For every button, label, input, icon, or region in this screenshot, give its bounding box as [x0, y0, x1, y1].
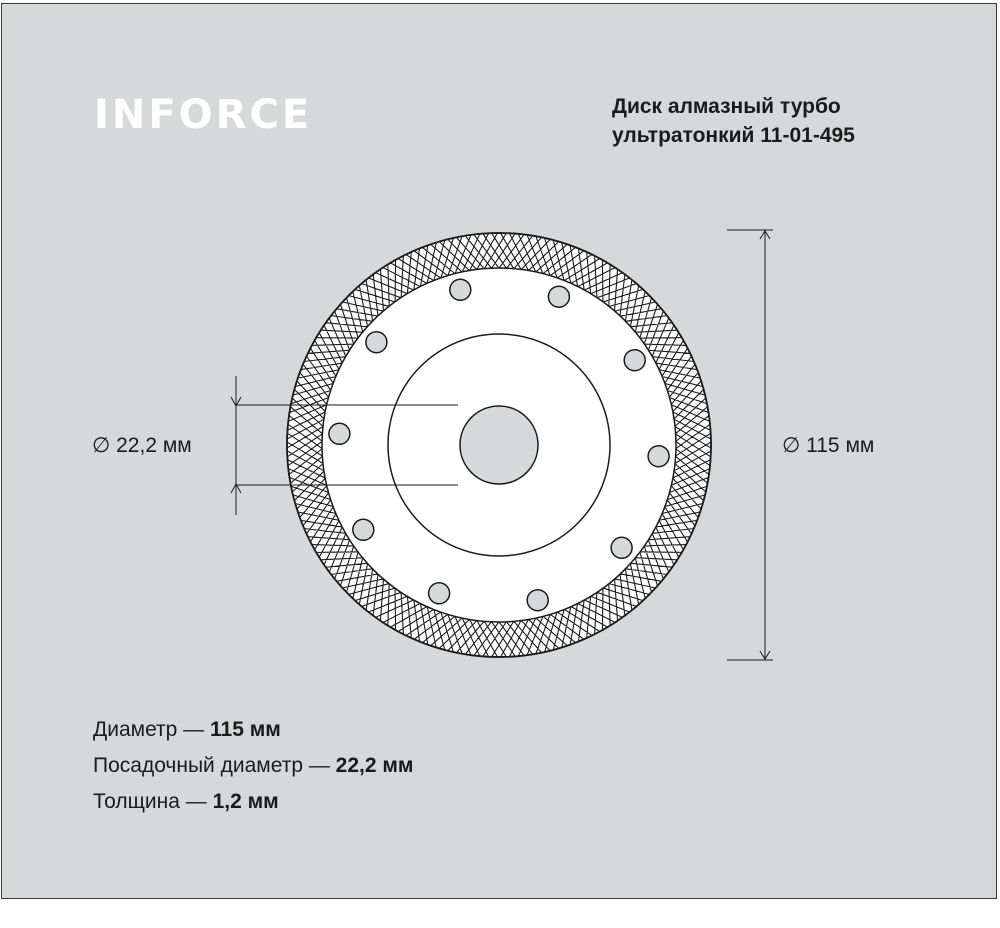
cooling-hole: [329, 423, 350, 444]
cooling-hole: [450, 279, 471, 300]
cooling-hole: [429, 583, 450, 604]
diamond-turbo-disc-icon: [283, 229, 715, 661]
spec-value: 115 мм: [210, 718, 281, 741]
cooling-hole: [624, 350, 645, 371]
spec-bore: [93, 748, 413, 784]
cooling-hole: [353, 519, 374, 540]
bore-diameter-label: ∅ 22,2 мм: [92, 434, 192, 457]
cooling-hole: [527, 590, 548, 611]
arbor-bore: [460, 406, 538, 484]
cooling-hole: [611, 537, 632, 558]
cooling-hole: [366, 332, 387, 353]
spec-value: 22,2 мм: [335, 754, 414, 777]
specs-list: [93, 712, 413, 820]
spec-value: 1,2 мм: [212, 790, 279, 813]
spec-label: Диаметр —: [93, 718, 211, 741]
inforce-logo: INFORCE: [94, 92, 313, 138]
title-line-1: Диск алмазный турбо: [612, 95, 841, 118]
outer-diameter-label: ∅ 115 мм: [782, 434, 875, 457]
spec-thickness: [93, 784, 413, 820]
spec-label: Посадочный диаметр —: [93, 754, 336, 777]
spec-label: Толщина —: [93, 790, 213, 813]
cooling-hole: [548, 286, 569, 307]
cooling-hole: [648, 446, 669, 467]
spec-diameter: [93, 712, 413, 748]
title-line-2: ультратонкий 11-01-495: [612, 124, 855, 147]
outer-dimension: [727, 230, 773, 660]
